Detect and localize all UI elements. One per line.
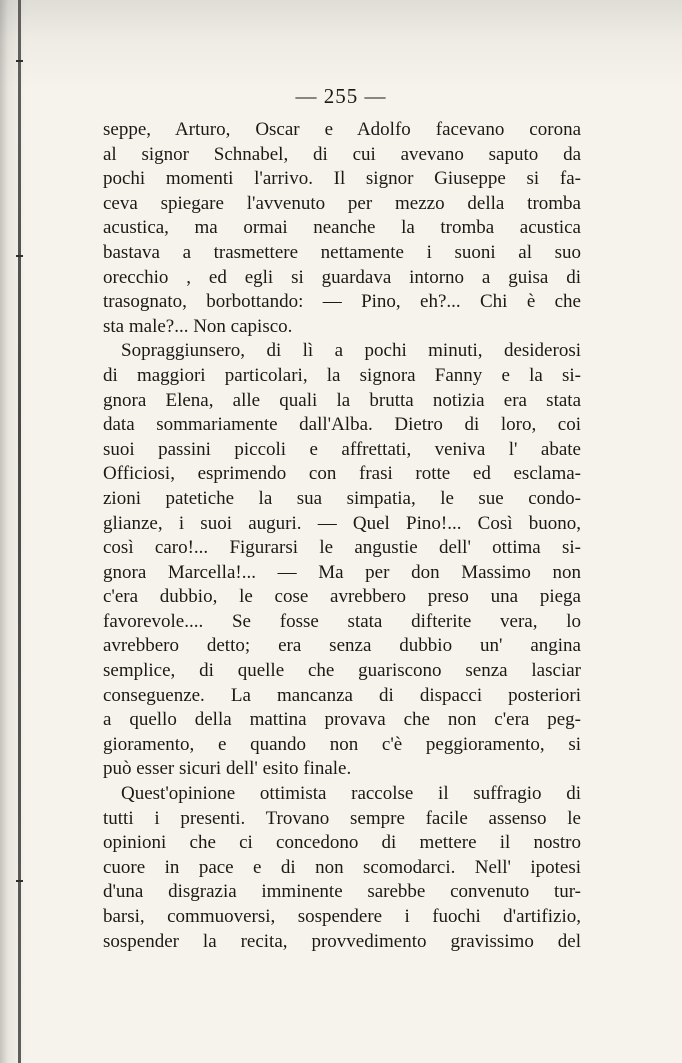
page-spine-edge [18, 0, 21, 1063]
text-line: trasognato, borbottando: — Pino, eh?... Chi è che [103, 291, 581, 313]
text-line: glianze, i suoi auguri. — Quel Pino!... Così buono, [103, 512, 581, 534]
text-line: pochi momenti l'arrivo. Il signor Giuseppe si fa- [103, 168, 581, 190]
text-line: così caro!... Figurarsi le angustie dell' ottima si- [103, 537, 581, 559]
text-line: avrebbero detto; era senza dubbio un' angina [103, 635, 581, 657]
text-line: opinioni che ci concedono di mettere il nostro [103, 832, 581, 854]
text-line: seppe, Arturo, Oscar e Adolfo facevano corona [103, 119, 581, 140]
paragraph-2 [103, 339, 581, 782]
text-line: a quello della mattina provava che non c'era peg- [103, 709, 581, 731]
text-line: cuore in pace e di non scomodarci. Nell' ipotesi [103, 856, 581, 878]
body-text [103, 118, 581, 954]
text-line: c'era dubbio, le cose avrebbero preso una piega [103, 586, 581, 608]
text-line: d'una disgrazia imminente sarebbe convenuto tur- [103, 881, 581, 903]
text-line: zioni patetiche la sua simpatia, le sue condo- [103, 487, 581, 509]
text-line: sta male?... Non capisco. [103, 315, 293, 337]
text-line: semplice, di quelle che guariscono senza lasciar [103, 660, 581, 682]
text-line: al signor Schnabel, di cui avevano saputo da [103, 143, 581, 165]
text-line: data sommariamente dall'Alba. Dietro di loro, coi [103, 414, 581, 436]
page-number: — 255 — [295, 84, 387, 108]
text-line: orecchio , ed egli si guardava intorno a guisa di [103, 266, 581, 288]
spine-mark [16, 255, 23, 257]
paragraph-1 [103, 118, 581, 339]
text-line: sospender la recita, provvedimento gravissimo del [103, 930, 581, 952]
text-line: suoi passini piccoli e affrettati, veniva l' abate [103, 438, 581, 460]
text-line: bastava a trasmettere nettamente i suoni al suo [103, 241, 581, 263]
text-line: favorevole.... Se fosse stata difterite vera, lo [103, 610, 581, 632]
text-line: Sopraggiunsero, di lì a pochi minuti, desiderosi [121, 340, 581, 362]
text-line: può esser sicuri dell' esito finale. [103, 758, 352, 780]
spine-mark [16, 60, 23, 62]
text-line: gnora Marcella!... — Ma per don Massimo non [103, 561, 581, 583]
text-line: tutti i presenti. Trovano sempre facile assenso le [103, 807, 581, 829]
text-line: Quest'opinione ottimista raccolse il suffragio di [121, 783, 581, 805]
spine-mark [16, 880, 23, 882]
text-line: di maggiori particolari, la signora Fanny e la si- [103, 364, 581, 386]
text-line: acustica, ma ormai neanche la tromba acustica [103, 217, 581, 239]
text-line: gioramento, e quando non c'è peggioramento, si [103, 733, 581, 755]
text-line: ceva spiegare l'avvenuto per mezzo della tromba [103, 192, 581, 214]
text-line: gnora Elena, alle quali la brutta notizia era stata [103, 389, 581, 411]
text-line: Officiosi, esprimendo con frasi rotte ed esclama- [103, 463, 581, 485]
paragraph-3 [103, 782, 581, 954]
text-line: conseguenze. La mancanza di dispacci posteriori [103, 684, 581, 706]
text-line: barsi, commuoversi, sospendere i fuochi d'artifizio, [103, 906, 581, 927]
